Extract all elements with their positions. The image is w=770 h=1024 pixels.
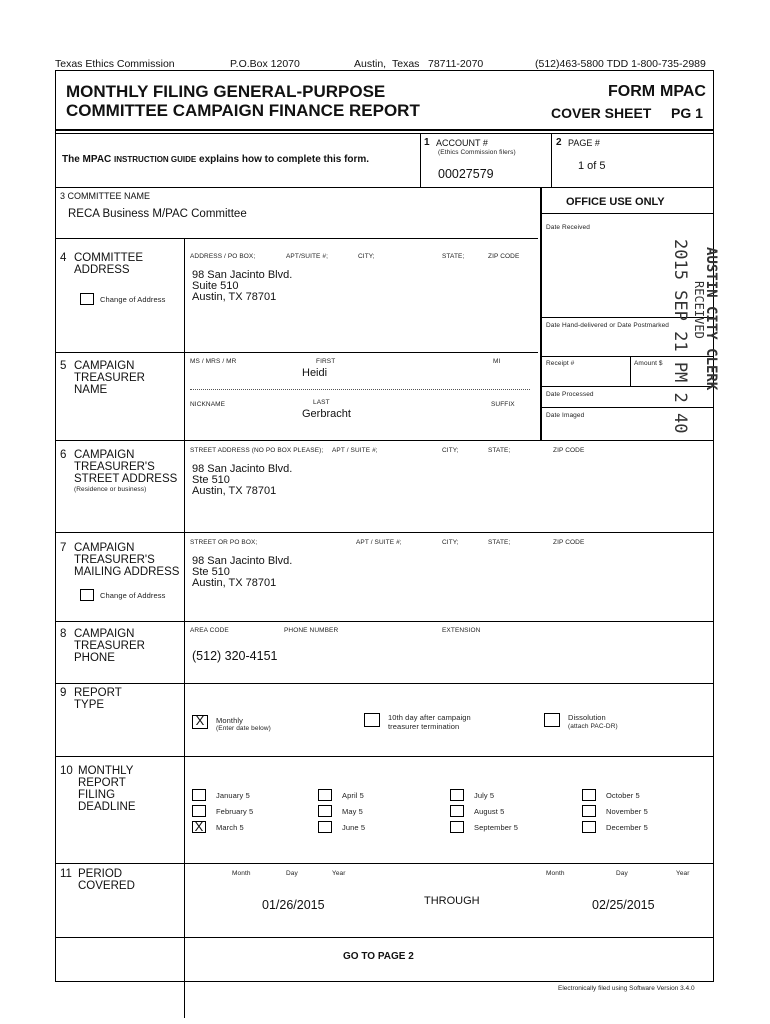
receipt-number: Receipt #	[546, 360, 575, 367]
to-month-label: Month	[546, 870, 565, 877]
month-april: April 5	[342, 791, 364, 800]
street-line-3: Austin, TX 78701	[192, 485, 277, 497]
deadline-label-4: DEADLINE	[78, 801, 136, 813]
treasurer-label-3: NAME	[74, 384, 108, 396]
month-january: January 5	[216, 791, 250, 800]
street-label-4: (Residence or business)	[74, 486, 147, 493]
treasurer-label-1: CAMPAIGN	[74, 360, 135, 372]
month-february: February 5	[216, 807, 254, 816]
month-august: August 5	[474, 807, 505, 816]
col-last: LAST	[313, 399, 330, 406]
agency-name: Texas Ethics Commission	[55, 58, 175, 70]
march-checkbox[interactable]: X	[192, 821, 206, 833]
month-september: September 5	[474, 823, 519, 832]
col-extension: EXTENSION	[442, 627, 481, 634]
street-label-2: TREASURER'S	[74, 461, 155, 473]
june-checkbox[interactable]	[318, 821, 332, 833]
through-label: THROUGH	[424, 895, 480, 907]
street-line-2: Ste 510	[192, 474, 230, 486]
phone-number: (512) 320-4151	[192, 649, 278, 663]
hand-delivered: Date Hand-delivered or Date Postmarked	[546, 322, 670, 329]
period-to: 02/25/2015	[592, 898, 655, 912]
monthly-label: Monthly	[216, 716, 243, 725]
month-july: July 5	[474, 791, 495, 800]
street-line-1: 98 San Jacinto Blvd.	[192, 463, 293, 475]
change-address-checkbox[interactable]	[80, 293, 94, 305]
month-march: March 5	[216, 823, 244, 832]
month-june: June 5	[342, 823, 366, 832]
to-year-label: Year	[676, 870, 690, 877]
col-ms-mrs-mr: MS / MRS / MR	[190, 358, 237, 365]
committee-name: RECA Business M/PAC Committee	[68, 208, 247, 220]
period-label-2: COVERED	[78, 880, 135, 892]
col-mi: MI	[493, 358, 501, 365]
mailing-label-1: CAMPAIGN	[74, 542, 135, 554]
committee-name-label: 3 COMMITTEE NAME	[60, 191, 151, 201]
page-label: PG 1	[671, 105, 703, 121]
may-checkbox[interactable]	[318, 805, 332, 817]
address-label-1: COMMITTEE	[74, 252, 143, 264]
mailing-col-state: STATE;	[488, 539, 511, 546]
street-col-zip: ZIP CODE	[553, 447, 585, 454]
august-checkbox[interactable]	[450, 805, 464, 817]
report-type-num: 9	[60, 687, 67, 699]
mailing-col-city: CITY;	[442, 539, 459, 546]
form-title-1: MONTHLY FILING GENERAL-PURPOSE	[66, 82, 386, 101]
col-city: CITY;	[358, 253, 375, 260]
period-from: 01/26/2015	[262, 898, 325, 912]
deadline-label-1: MONTHLY	[78, 765, 134, 777]
col-area-code: AREA CODE	[190, 627, 229, 634]
mailing-col-address: STREET OR PO BOX;	[190, 539, 258, 546]
treasurer-last-name: Gerbracht	[302, 408, 351, 420]
po-box: P.O.Box 12070	[230, 58, 300, 70]
dissolution-sub: (attach PAC-DR)	[568, 723, 618, 730]
mailing-label-2: TREASURER'S	[74, 554, 155, 566]
address-line-3: Austin, TX 78701	[192, 291, 277, 303]
phone-num: 8	[60, 628, 67, 640]
street-label-3: STREET ADDRESS	[74, 473, 178, 485]
mailing-label-3: MAILING ADDRESS	[74, 566, 180, 578]
tenth-day-checkbox[interactable]	[364, 713, 380, 727]
street-col-apt: APT / SUITE #;	[332, 447, 378, 454]
col-phone-number: PHONE NUMBER	[284, 627, 339, 634]
date-received: Date Received	[546, 224, 590, 231]
from-year-label: Year	[332, 870, 346, 877]
state: Texas	[392, 58, 420, 70]
phone-label-3: PHONE	[74, 652, 115, 664]
account-num: 1	[424, 137, 430, 148]
july-checkbox[interactable]	[450, 789, 464, 801]
period-num: 11	[60, 868, 72, 880]
account-label: ACCOUNT #	[436, 138, 488, 148]
software-note: Electronically filed using Software Version 3.4.0	[558, 985, 695, 992]
period-label-1: PERIOD	[78, 868, 123, 880]
address-num: 4	[60, 252, 67, 264]
cover-sheet: COVER SHEET	[551, 105, 652, 121]
october-checkbox[interactable]	[582, 789, 596, 801]
page-count: 1 of 5	[578, 160, 606, 172]
col-zip: ZIP CODE	[488, 253, 520, 260]
mailing-change-label: Change of Address	[100, 591, 166, 600]
city-clerk-stamp: AUSTIN CITY CLERK	[703, 247, 719, 391]
deadline-num: 10	[60, 765, 73, 777]
account-sub: (Ethics Commission filers)	[438, 149, 516, 156]
treasurer-label-2: TREASURER	[74, 372, 145, 384]
address-line-1: 98 San Jacinto Blvd.	[192, 269, 293, 281]
amount: Amount $	[634, 360, 663, 367]
col-nickname: NICKNAME	[190, 401, 226, 408]
phones: (512)463-5800 TDD 1-800-735-2989	[535, 58, 706, 70]
november-checkbox[interactable]	[582, 805, 596, 817]
monthly-checkbox[interactable]: X	[192, 715, 208, 729]
february-checkbox[interactable]	[192, 805, 206, 817]
form-label: FORM	[608, 83, 656, 100]
col-suffix: SUFFIX	[491, 401, 515, 408]
street-col-state: STATE;	[488, 447, 511, 454]
go-to-page-2: GO TO PAGE 2	[343, 951, 414, 962]
treasurer-num: 5	[60, 360, 67, 372]
office-use-title: OFFICE USE ONLY	[566, 196, 665, 208]
address-line-2: Suite 510	[192, 280, 239, 292]
received-stamp: RECEIVED	[692, 281, 706, 339]
report-type-label-1: REPORT	[74, 687, 122, 699]
from-day-label: Day	[286, 870, 298, 877]
monthly-sub: (Enter date below)	[216, 725, 271, 732]
col-apt: APT/SUITE #;	[286, 253, 329, 260]
to-day-label: Day	[616, 870, 628, 877]
form-code: MPAC	[660, 83, 706, 100]
mailing-line-1: 98 San Jacinto Blvd.	[192, 555, 293, 567]
mailing-line-2: Ste 510	[192, 566, 230, 578]
street-col-city: CITY;	[442, 447, 459, 454]
deadline-label-3: FILING	[78, 789, 116, 801]
col-state: STATE;	[442, 253, 465, 260]
street-num: 6	[60, 449, 67, 461]
month-october: October 5	[606, 791, 640, 800]
dissolution-checkbox[interactable]	[544, 713, 560, 727]
col-first: FIRST	[316, 358, 336, 365]
street-label-1: CAMPAIGN	[74, 449, 135, 461]
street-col-address: STREET ADDRESS (NO PO BOX PLEASE);	[190, 447, 324, 454]
date-processed: Date Processed	[546, 391, 594, 398]
mailing-change-checkbox[interactable]	[80, 589, 94, 601]
page-box-num: 2	[556, 137, 562, 148]
month-december: December 5	[606, 823, 648, 832]
phone-label-2: TREASURER	[74, 640, 145, 652]
report-form	[55, 70, 719, 982]
account-number: 00027579	[438, 167, 494, 181]
january-checkbox[interactable]	[192, 789, 206, 801]
mailing-col-apt: APT / SUITE #;	[356, 539, 402, 546]
phone-label-1: CAMPAIGN	[74, 628, 135, 640]
tenth-day-sub: treasurer termination	[388, 722, 460, 731]
april-checkbox[interactable]	[318, 789, 332, 801]
month-november: November 5	[606, 807, 648, 816]
address-label-2: ADDRESS	[74, 264, 130, 276]
col-address: ADDRESS / PO BOX;	[190, 253, 256, 260]
report-type-label-2: TYPE	[74, 699, 105, 711]
month-may: May 5	[342, 807, 363, 816]
mailing-line-3: Austin, TX 78701	[192, 577, 277, 589]
change-address-label: Change of Address	[100, 295, 166, 304]
from-month-label: Month	[232, 870, 251, 877]
dissolution-label: Dissolution	[568, 713, 606, 722]
deadline-label-2: REPORT	[78, 777, 126, 789]
zip: 78711-2070	[428, 58, 484, 70]
city: Austin,	[354, 58, 387, 70]
form-title-2: COMMITTEE CAMPAIGN FINANCE REPORT	[66, 101, 420, 120]
instruction-guide-note: The MPAC INSTRUCTION GUIDE explains how to complete this form.	[62, 154, 370, 165]
september-checkbox[interactable]	[450, 821, 464, 833]
tenth-day-label: 10th day after campaign	[388, 713, 471, 722]
date-imaged: Date Imaged	[546, 412, 585, 419]
december-checkbox[interactable]	[582, 821, 596, 833]
mailing-col-zip: ZIP CODE	[553, 539, 585, 546]
treasurer-first-name: Heidi	[302, 367, 328, 379]
received-date-stamp: 2015 SEP 21 PM 2 40	[670, 239, 690, 434]
page-box-label: PAGE #	[568, 138, 600, 148]
mailing-num: 7	[60, 542, 67, 554]
